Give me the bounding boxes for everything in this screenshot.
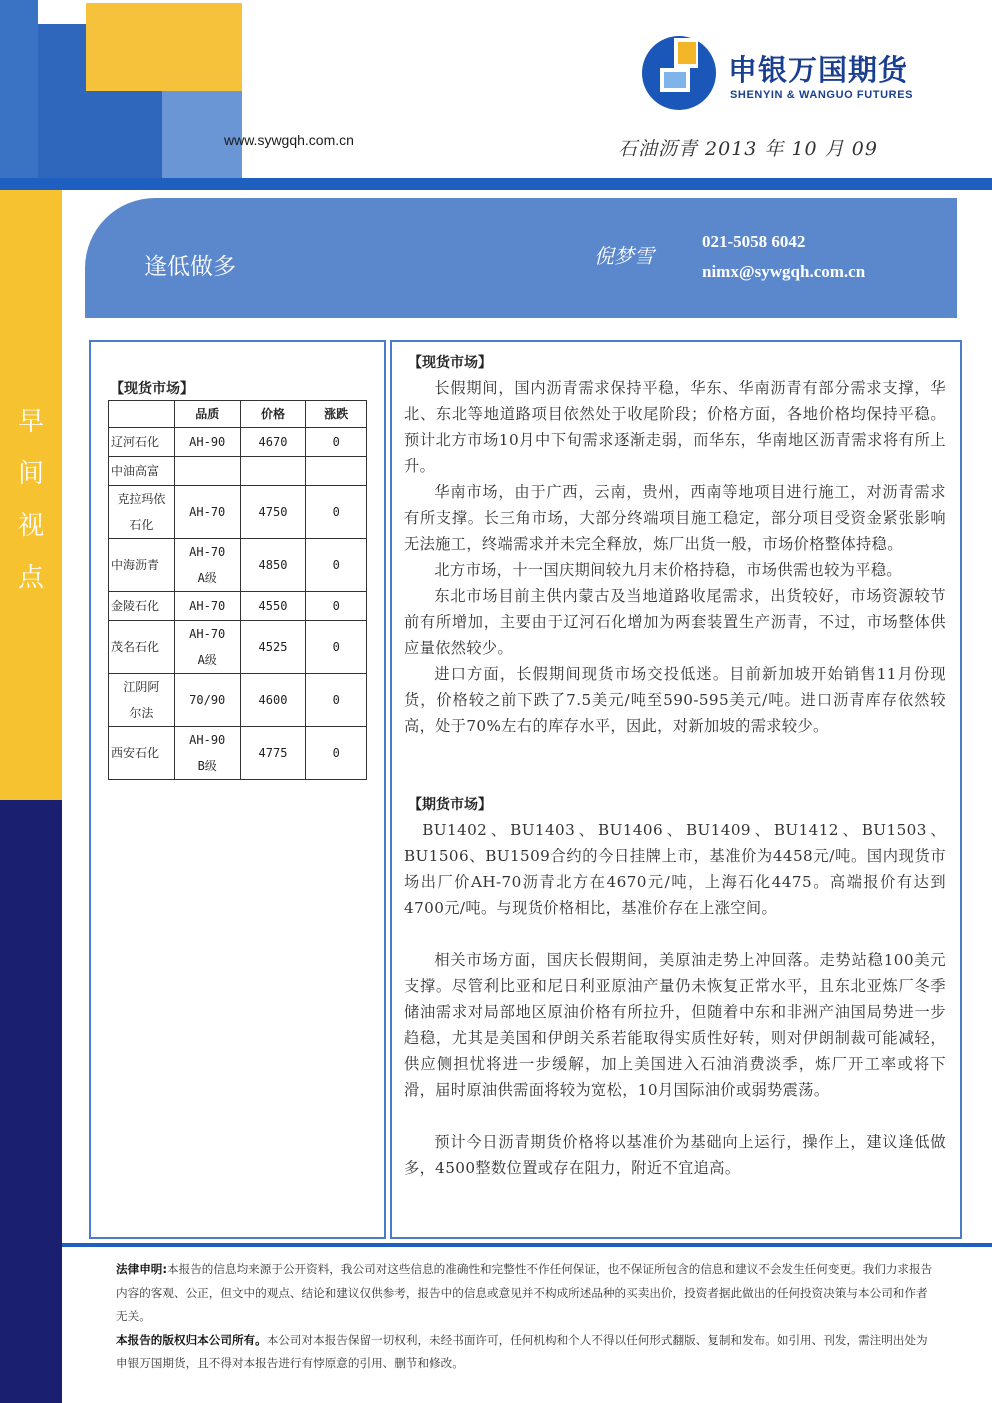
report-title: 石油沥青 2013 年 10 月 09: [618, 138, 878, 160]
company-name-cn: 申银万国期货: [728, 53, 909, 87]
paragraph: BU1402、BU1403、BU1406、BU1409、BU1412、BU1503、BU1506、BU1509合约的今日挂牌上市，基准价为4458元/吨。国内现货市场出厂价AH-70沥青北方在4670元/吨，上海石化4475。高端报价有达到4700元/吨。与现货价格相比，基准价存在上涨空间。: [404, 821, 946, 917]
refinery-name: 金陵石化: [109, 592, 175, 621]
sidebar-char: 视: [17, 511, 44, 541]
sidebar-char: 点: [17, 563, 44, 593]
table-header-cell: 涨跌: [306, 401, 367, 428]
futures-section-body: [404, 817, 946, 1181]
paragraph: 北方市场，十一国庆期间较九月末价格持稳，市场供需也较为平稳。: [434, 561, 903, 579]
header-decoration-block: [86, 3, 242, 91]
spot-price-table: [108, 400, 367, 780]
price-cell: 4750: [240, 486, 306, 539]
change-cell: 0: [306, 486, 367, 539]
price-cell: 4525: [240, 621, 306, 674]
company-logo-icon: [640, 34, 718, 112]
price-cell: 4670: [240, 428, 306, 457]
refinery-name: 江阴阿尔法: [109, 674, 175, 727]
table-row: [109, 428, 367, 457]
change-cell: 0: [306, 621, 367, 674]
grade-cell: AH-70: [174, 592, 240, 621]
refinery-name: 中海沥青: [109, 539, 175, 592]
author-name: 倪梦雪: [594, 244, 654, 268]
report-headline: 逢低做多: [144, 254, 236, 280]
table-header-cell: [109, 401, 175, 428]
header-divider: [0, 178, 992, 190]
table-header-cell: 价格: [240, 401, 306, 428]
grade-cell: [174, 457, 240, 486]
price-cell: 4550: [240, 592, 306, 621]
copyright-text: 本公司对本报告保留一切权利，未经书面许可，任何机构和个人不得以任何形式翻版、复制和发布。如引用、刊发，需注明出处为申银万国期货，且不得对本报告进行有悖原意的引用、删节和修改。: [116, 1332, 928, 1370]
legal-text: 本报告的信息均来源于公开资料，我公司对这些信息的准确性和完整性不作任何保证，也不保证所包含的信息和建议不会发生任何变更。我们力求报告内容的客观、公正，但文中的观点、结论和建议仅供参考，报告中的信息或意见并不构成所述品种的买卖出价，投资者据此做出的任何投资决策与本公司和作者无关。: [116, 1262, 933, 1323]
paragraph: 长假期间，国内沥青需求保持平稳，华东、华南沥青有部分需求支撑，华北、东北等地道路项目依然处于收尾阶段；价格方面，各地价格均保持平稳。预计北方市场10月中下旬需求逐渐走弱，而华东，华南地区沥青需求将有所上升。: [404, 379, 946, 475]
price-cell: 4775: [240, 727, 306, 780]
table-header-cell: 品质: [174, 401, 240, 428]
sidebar-char: 间: [17, 459, 44, 489]
paragraph: 预计今日沥青期货价格将以基准价为基础向上运行，操作上，建议逢低做多，4500整数位置或存在阻力，附近不宜追高。: [404, 1133, 946, 1177]
header-decoration-block: [0, 0, 38, 178]
table-header-row: [109, 401, 367, 428]
footer-divider: [62, 1243, 992, 1247]
spot-section-body: [404, 375, 946, 739]
table-row: [109, 539, 367, 592]
change-cell: 0: [306, 539, 367, 592]
table-row: [109, 486, 367, 539]
change-cell: 0: [306, 592, 367, 621]
paragraph: 进口方面，长假期间现货市场交投低迷。目前新加坡开始销售11月份现货，价格较之前下跌了7.5美元/吨至590-595美元/吨。进口沥青库存依然较高，处于70%左右的库存水平，因此，对新加坡的需求较少。: [404, 665, 946, 735]
table-row: [109, 621, 367, 674]
refinery-name: 茂名石化: [109, 621, 175, 674]
author-phone: 021-5058 6042: [702, 232, 806, 251]
change-cell: 0: [306, 428, 367, 457]
legal-disclaimer: [116, 1258, 936, 1376]
price-cell: 4600: [240, 674, 306, 727]
grade-cell: AH-90: [174, 428, 240, 457]
price-cell: [240, 457, 306, 486]
refinery-name: 中油高富: [109, 457, 175, 486]
section-heading-futures: 【期货市场】: [408, 797, 492, 813]
table-row: [109, 674, 367, 727]
grade-cell: AH-70 A级: [174, 621, 240, 674]
paragraph: 相关市场方面，国庆长假期间，美原油走势上冲回落。走势站稳100美元支撑。尽管利比亚和尼日利亚原油产量仍未恢复正常水平，且东北亚炼厂冬季储油需求对局部地区原油价格有所拉升，但随着中东和非洲产油国局势进一步趋稳，尤其是美国和伊朗关系若能取得实质性好转，则对伊朗制裁可能减轻，供应侧担忧将进一步缓解，加上美国进入石油消费淡季，炼厂开工率或将下滑，届时原油供需面将较为宽松，10月国际油价或弱势震荡。: [404, 951, 946, 1099]
table-row: [109, 457, 367, 486]
table-row: [109, 592, 367, 621]
paragraph: 东北市场目前主供内蒙古及当地道路收尾需求，出货较好，市场资源较节前有所增加，主要由于辽河石化增加为两套装置生产沥青，不过，市场整体供应量依然较少。: [404, 587, 946, 657]
copyright-statement: [116, 1329, 936, 1376]
change-cell: 0: [306, 674, 367, 727]
sidebar-navy: [0, 800, 62, 1403]
grade-cell: AH-70 A级: [174, 539, 240, 592]
legal-label: 法律申明:: [116, 1262, 168, 1276]
copyright-label: 本报告的版权归本公司所有。: [116, 1332, 267, 1347]
refinery-name: 辽河石化: [109, 428, 175, 457]
company-name-en: SHENYIN & WANGUO FUTURES: [730, 89, 914, 101]
legal-statement: [116, 1258, 936, 1329]
refinery-name: 西安石化: [109, 727, 175, 780]
change-cell: 0: [306, 727, 367, 780]
grade-cell: AH-70: [174, 486, 240, 539]
sidebar-char: 早: [17, 407, 44, 437]
table-row: [109, 727, 367, 780]
price-cell: 4850: [240, 539, 306, 592]
website-link[interactable]: www.sywgqh.com.cn: [224, 132, 354, 148]
grade-cell: AH-90 B级: [174, 727, 240, 780]
change-cell: [306, 457, 367, 486]
grade-cell: 70/90: [174, 674, 240, 727]
sidebar-label: [0, 396, 62, 604]
refinery-name: 克拉玛依石化: [109, 486, 175, 539]
section-heading-spot: 【现货市场】: [408, 355, 492, 371]
table-caption: 【现货市场】: [110, 381, 194, 397]
author-email[interactable]: nimx@sywgqh.com.cn: [702, 262, 866, 281]
paragraph: 华南市场，由于广西，云南，贵州，西南等地项目进行施工，对沥青需求有所支撑。长三角市场，大部分终端项目施工稳定，部分项目受资金紧张影响无法施工，终端需求并未完全释放，炼厂出货一般，市场价格整体持稳。: [404, 483, 946, 553]
